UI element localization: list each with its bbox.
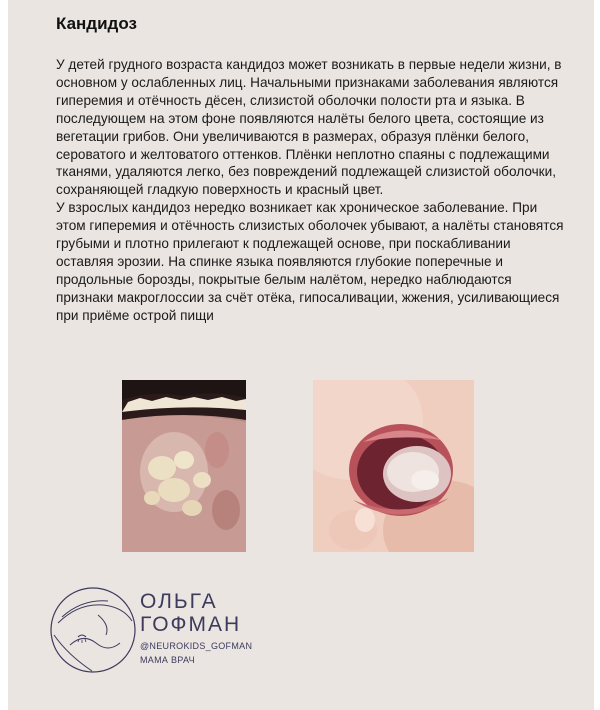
infant-photo-illustration xyxy=(313,380,474,552)
page-margin xyxy=(0,0,8,710)
paragraph-adults: У взрослых кандидоз нередко возникает как хроническое заболевание. При этом гиперемия и отёчность слизистых оболочек убывают, а налёты становятся грубыми и плотно прилегают к подлежащей основе, при поскабливании оставляя эрозии. На спинке языка появляются глубокие поперечные и продольные борозды, покрытые белым налётом, нередко наблюдаются признаки макроглоссии за счёт отёка, гипосаливации, жжения, усиливающиеся при приёме острой пищи xyxy=(56,200,564,323)
paragraph-infants: У детей грудного возраста кандидоз может возникать в первые недели жизни, в основном у ослабленных лиц. Начальными признаками заболевания являются гиперемия и отёчность дёсен, слизистой оболочки полости рта и языка. В последующем на этом фоне появляются налёты белого цвета, состоящие из вегетации грибов. Они увеличиваются в размерах, образуя плёнки белого, сероватого и желтоватого оттенков. Плёнки неплотно спаяны с подлежащими тканями, удаляются легко, без повреждений подлежащей слизистой оболочки, сохраняющей гладкую поверхность и красный цвет. xyxy=(56,57,562,198)
tongue-photo-illustration xyxy=(122,380,246,552)
brand-role: МАМА ВРАЧ xyxy=(140,655,195,665)
brand-name-last: ГОФМАН xyxy=(140,613,242,636)
brand-name-first: ОЛЬГА xyxy=(140,590,218,613)
tongue-candidiasis-photo xyxy=(122,380,246,552)
brand-logo-icon xyxy=(48,585,138,675)
article-title: Кандидоз xyxy=(56,14,137,33)
infant-oral-thrush-photo xyxy=(313,380,474,552)
article-body xyxy=(56,56,568,325)
brand-handle: @NEUROKIDS_GOFMAN xyxy=(140,641,253,651)
brand-name xyxy=(140,590,241,636)
